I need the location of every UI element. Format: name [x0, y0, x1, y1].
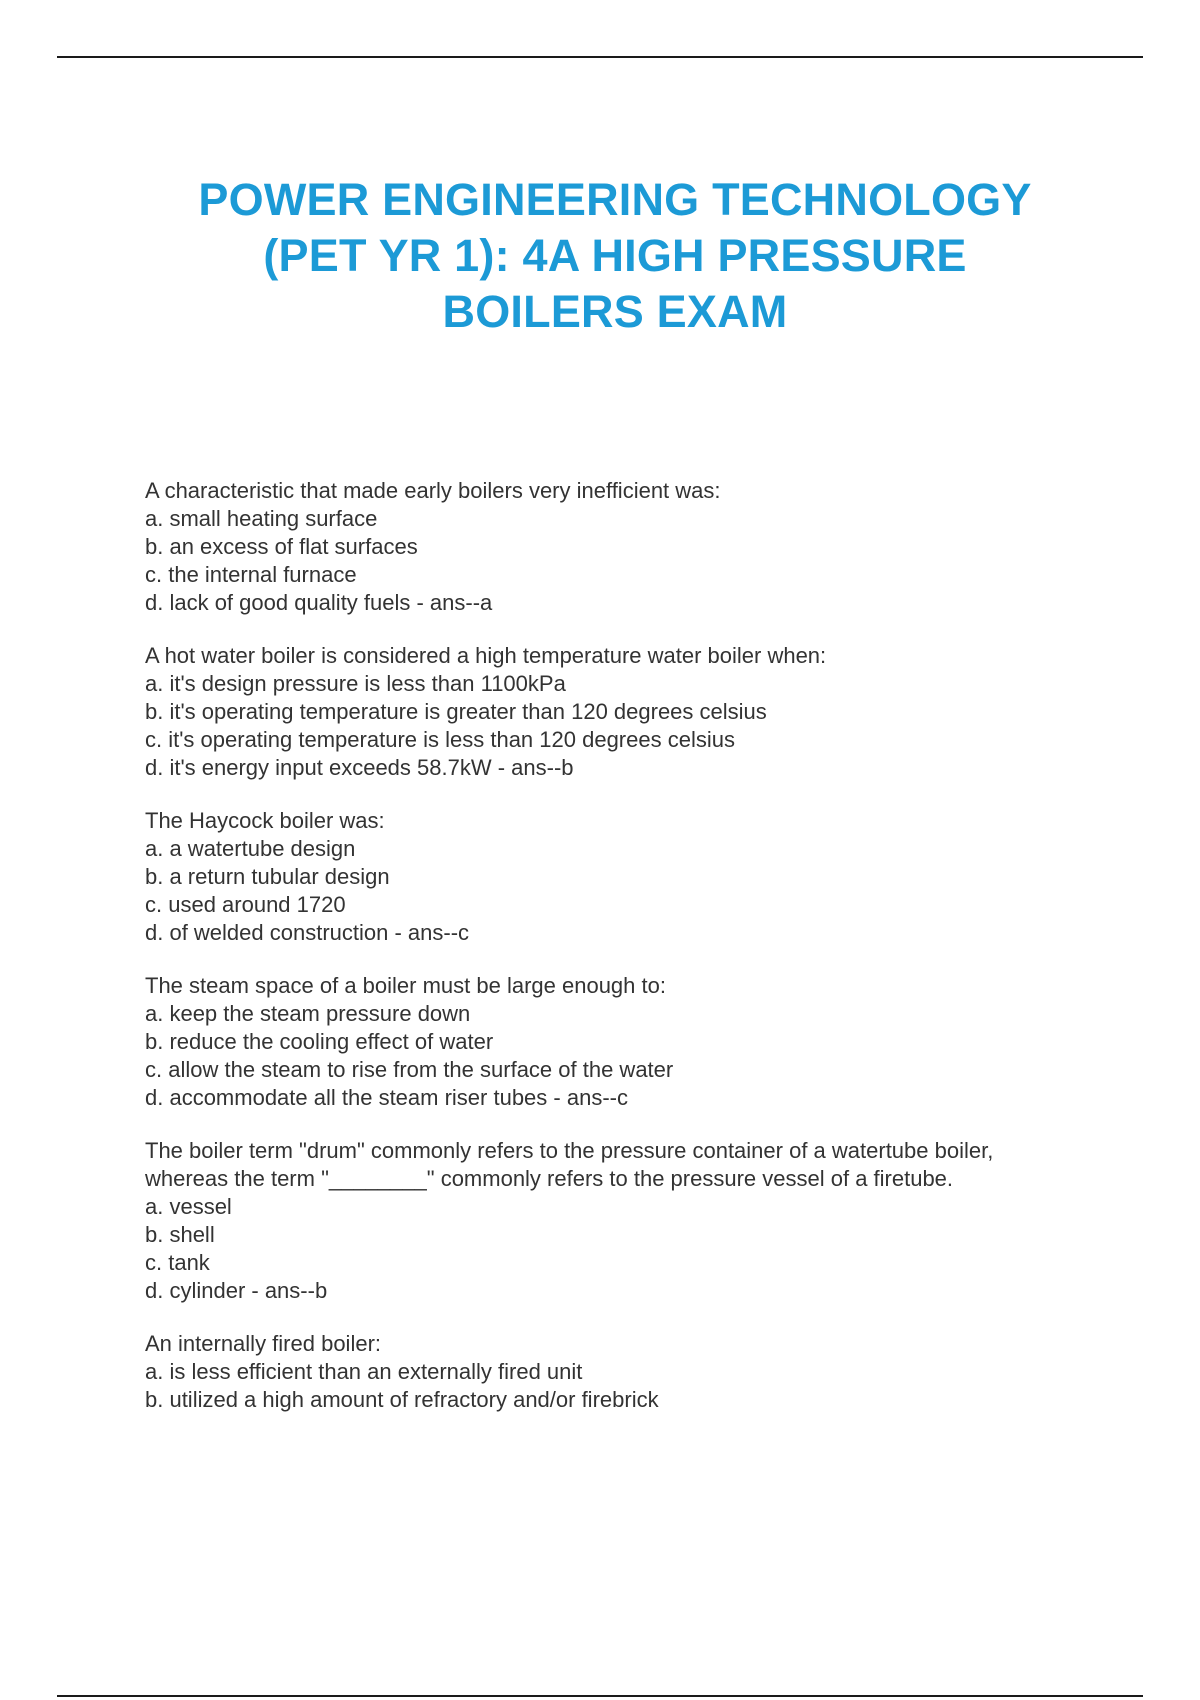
bottom-rule	[57, 1695, 1143, 1697]
question-text: The Haycock boiler was:	[145, 808, 385, 833]
document-title	[150, 172, 1080, 340]
option-d: d. cylinder - ans--b	[145, 1278, 328, 1303]
question-4	[145, 972, 1145, 1112]
title-line-2: (PET YR 1): 4A HIGH PRESSURE	[263, 230, 967, 281]
option-b: b. a return tubular design	[145, 864, 390, 889]
question-text: The steam space of a boiler must be large enough to:	[145, 973, 666, 998]
option-c: c. allow the steam to rise from the surface of the water	[145, 1057, 674, 1082]
option-d: d. lack of good quality fuels - ans--a	[145, 590, 493, 615]
option-d: d. of welded construction - ans--c	[145, 920, 470, 945]
title-line-3: BOILERS EXAM	[442, 286, 788, 337]
option-a: a. a watertube design	[145, 836, 356, 861]
question-1	[145, 477, 1145, 617]
title-line-1: POWER ENGINEERING TECHNOLOGY	[198, 174, 1032, 225]
option-b: b. reduce the cooling effect of water	[145, 1029, 494, 1054]
option-a: a. is less efficient than an externally fired unit	[145, 1359, 583, 1384]
option-c: c. tank	[145, 1250, 210, 1275]
option-a: a. vessel	[145, 1194, 232, 1219]
question-5	[145, 1137, 1145, 1305]
question-text-line-2: whereas the term "________" commonly refers to the pressure vessel of a firetube.	[145, 1166, 954, 1191]
option-b: b. it's operating temperature is greater than 120 degrees celsius	[145, 699, 767, 724]
top-rule	[57, 56, 1143, 58]
question-2	[145, 642, 1145, 782]
question-text: A characteristic that made early boilers very inefficient was:	[145, 478, 721, 503]
question-list	[145, 477, 1145, 1439]
option-a: a. it's design pressure is less than 1100kPa	[145, 671, 566, 696]
option-a: a. small heating surface	[145, 506, 378, 531]
option-d: d. accommodate all the steam riser tubes - ans--c	[145, 1085, 628, 1110]
option-b: b. utilized a high amount of refractory and/or firebrick	[145, 1387, 659, 1412]
question-text-line-1: The boiler term "drum" commonly refers to the pressure container of a watertube boiler,	[145, 1138, 994, 1163]
question-text: A hot water boiler is considered a high temperature water boiler when:	[145, 643, 827, 668]
question-6	[145, 1330, 1145, 1414]
option-c: c. it's operating temperature is less than 120 degrees celsius	[145, 727, 735, 752]
option-a: a. keep the steam pressure down	[145, 1001, 471, 1026]
option-b: b. an excess of flat surfaces	[145, 534, 418, 559]
question-text: An internally fired boiler:	[145, 1331, 382, 1356]
option-d: d. it's energy input exceeds 58.7kW - ans--b	[145, 755, 574, 780]
option-b: b. shell	[145, 1222, 215, 1247]
option-c: c. used around 1720	[145, 892, 346, 917]
question-3	[145, 807, 1145, 947]
option-c: c. the internal furnace	[145, 562, 357, 587]
